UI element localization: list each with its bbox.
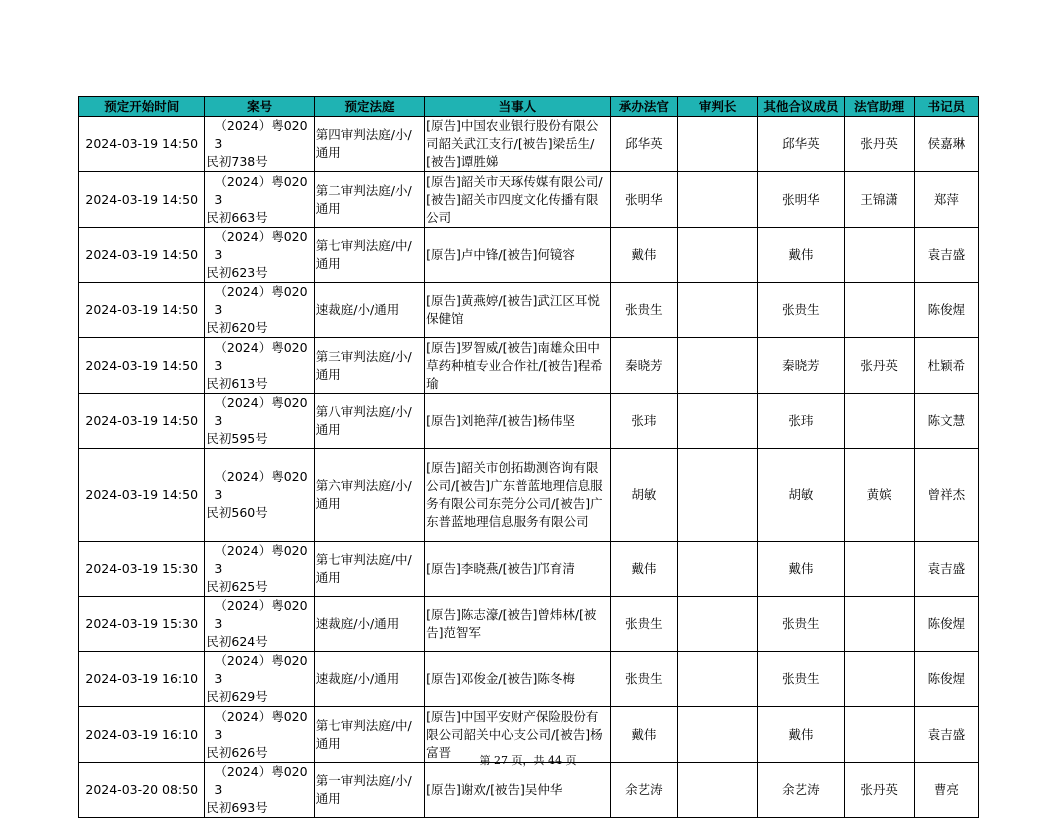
case-number-prefix: （2024）粤0203	[214, 395, 308, 428]
cell-case-number	[205, 763, 314, 818]
cell-clerk: 陈俊煋	[914, 597, 978, 652]
cell-presiding-judge: 张贵生	[610, 597, 677, 652]
cell-case-number	[205, 652, 314, 707]
hearing-schedule-table	[78, 96, 979, 818]
case-number-suffix: 民初623号	[206, 265, 268, 280]
cell-time: 2024-03-19 14:50	[79, 172, 205, 228]
case-number-suffix: 民初595号	[206, 431, 268, 446]
case-number-suffix: 民初693号	[206, 800, 268, 815]
cell-presiding-judge: 余艺涛	[610, 763, 677, 818]
table-row	[79, 228, 979, 283]
cell-chief-judge	[677, 117, 757, 172]
cell-courtroom: 第八审判法庭/小/通用	[314, 394, 424, 449]
cell-panel-members: 胡敏	[758, 449, 844, 542]
cell-time: 2024-03-19 16:10	[79, 652, 205, 707]
table-row	[79, 283, 979, 338]
table-row	[79, 394, 979, 449]
header-clerk: 书记员	[914, 97, 978, 117]
cell-judge-assistant	[844, 394, 914, 449]
cell-chief-judge	[677, 542, 757, 597]
cell-judge-assistant: 王锦潇	[844, 172, 914, 228]
table-row	[79, 338, 979, 394]
cell-case-number	[205, 172, 314, 228]
cell-presiding-judge: 张玮	[610, 394, 677, 449]
table-row	[79, 449, 979, 542]
cell-clerk: 杜颖希	[914, 338, 978, 394]
cell-case-number	[205, 542, 314, 597]
case-number-prefix: （2024）粤0203	[214, 118, 308, 151]
case-number-suffix: 民初663号	[206, 209, 268, 225]
cell-parties: [原告]中国农业银行股份有限公司韶关武江支行/[被告]梁岳生/[被告]谭胜娣	[425, 117, 611, 172]
cell-judge-assistant	[844, 652, 914, 707]
cell-time: 2024-03-19 14:50	[79, 283, 205, 338]
header-start-time: 预定开始时间	[79, 97, 205, 117]
cell-clerk: 侯嘉琳	[914, 117, 978, 172]
cell-chief-judge	[677, 652, 757, 707]
cell-parties: [原告]邓俊金/[被告]陈冬梅	[425, 652, 611, 707]
case-number-suffix: 民初626号	[206, 744, 268, 760]
cell-chief-judge	[677, 172, 757, 228]
cell-panel-members: 余艺涛	[758, 763, 844, 818]
cell-judge-assistant: 张丹英	[844, 338, 914, 394]
cell-clerk: 陈俊煋	[914, 652, 978, 707]
cell-courtroom: 速裁庭/小/通用	[314, 652, 424, 707]
cell-panel-members: 秦晓芳	[758, 338, 844, 394]
case-number-suffix: 民初613号	[206, 375, 268, 391]
cell-presiding-judge: 秦晓芳	[610, 338, 677, 394]
case-number-suffix: 民初624号	[206, 634, 268, 649]
case-number-prefix: （2024）粤0203	[214, 284, 308, 317]
cell-presiding-judge: 张贵生	[610, 283, 677, 338]
table-row	[79, 597, 979, 652]
case-number-suffix: 民初629号	[206, 689, 268, 704]
case-number-prefix: （2024）粤0203	[214, 653, 308, 686]
cell-judge-assistant: 张丹英	[844, 117, 914, 172]
cell-panel-members: 张玮	[758, 394, 844, 449]
case-number-suffix: 民初738号	[206, 154, 268, 169]
table-row	[79, 117, 979, 172]
cell-presiding-judge: 胡敏	[610, 449, 677, 542]
table-row	[79, 542, 979, 597]
cell-time: 2024-03-19 14:50	[79, 228, 205, 283]
cell-case-number	[205, 117, 314, 172]
cell-panel-members: 戴伟	[758, 707, 844, 763]
cell-chief-judge	[677, 449, 757, 542]
header-case-number: 案号	[205, 97, 314, 117]
case-number-prefix: （2024）粤0203	[214, 598, 308, 631]
cell-presiding-judge: 戴伟	[610, 707, 677, 763]
case-number-prefix: （2024）粤0203	[214, 543, 308, 576]
cell-panel-members: 邱华英	[758, 117, 844, 172]
case-number-prefix: （2024）粤0203	[214, 708, 308, 742]
cell-time: 2024-03-19 14:50	[79, 449, 205, 542]
case-number-prefix: （2024）粤0203	[214, 469, 308, 502]
cell-clerk: 曹亮	[914, 763, 978, 818]
cell-courtroom: 速裁庭/小/通用	[314, 597, 424, 652]
cell-judge-assistant: 黄嫔	[844, 449, 914, 542]
cell-time: 2024-03-19 15:30	[79, 542, 205, 597]
table-row	[79, 652, 979, 707]
cell-panel-members: 戴伟	[758, 228, 844, 283]
cell-parties: [原告]中国平安财产保险股份有限公司韶关中心支公司/[被告]杨富晋	[425, 707, 611, 763]
header-parties: 当事人	[425, 97, 611, 117]
cell-courtroom: 第四审判法庭/小/通用	[314, 117, 424, 172]
page-number-footer: 第 27 页，共 44 页	[479, 754, 577, 767]
cell-presiding-judge: 张贵生	[610, 652, 677, 707]
cell-panel-members: 张明华	[758, 172, 844, 228]
cell-courtroom: 第七审判法庭/中/通用	[314, 228, 424, 283]
cell-chief-judge	[677, 228, 757, 283]
cell-courtroom: 第三审判法庭/小/通用	[314, 338, 424, 394]
cell-time: 2024-03-19 14:50	[79, 338, 205, 394]
cell-case-number	[205, 228, 314, 283]
cell-chief-judge	[677, 763, 757, 818]
cell-case-number	[205, 597, 314, 652]
case-number-prefix: （2024）粤0203	[214, 764, 308, 797]
cell-presiding-judge: 邱华英	[610, 117, 677, 172]
cell-parties: [原告]韶关市天琢传媒有限公司/[被告]韶关市四度文化传播有限公司	[425, 172, 611, 228]
cell-panel-members: 张贵生	[758, 283, 844, 338]
cell-judge-assistant	[844, 597, 914, 652]
cell-clerk: 陈文慧	[914, 394, 978, 449]
cell-time: 2024-03-20 08:50	[79, 763, 205, 818]
cell-courtroom: 第七审判法庭/中/通用	[314, 707, 424, 763]
case-number-suffix: 民初560号	[206, 505, 268, 520]
cell-parties: [原告]黄燕婷/[被告]武江区耳悦保健馆	[425, 283, 611, 338]
cell-parties: [原告]卢中锋/[被告]何镜容	[425, 228, 611, 283]
cell-presiding-judge: 戴伟	[610, 228, 677, 283]
cell-panel-members: 张贵生	[758, 597, 844, 652]
cell-parties: [原告]陈志濠/[被告]曾炜林/[被告]范智军	[425, 597, 611, 652]
header-judge-assistant: 法官助理	[844, 97, 914, 117]
cell-judge-assistant	[844, 542, 914, 597]
cell-case-number	[205, 394, 314, 449]
cell-panel-members: 张贵生	[758, 652, 844, 707]
cell-judge-assistant	[844, 228, 914, 283]
header-presiding-judge: 承办法官	[610, 97, 677, 117]
cell-clerk: 袁吉盛	[914, 707, 978, 763]
cell-clerk: 袁吉盛	[914, 542, 978, 597]
cell-case-number	[205, 449, 314, 542]
cell-judge-assistant: 张丹英	[844, 763, 914, 818]
cell-panel-members: 戴伟	[758, 542, 844, 597]
cell-chief-judge	[677, 394, 757, 449]
header-courtroom: 预定法庭	[314, 97, 424, 117]
cell-time: 2024-03-19 14:50	[79, 117, 205, 172]
cell-presiding-judge: 张明华	[610, 172, 677, 228]
cell-chief-judge	[677, 597, 757, 652]
header-panel-members: 其他合议成员	[758, 97, 844, 117]
case-number-prefix: （2024）粤0203	[214, 173, 308, 207]
cell-clerk: 郑萍	[914, 172, 978, 228]
cell-parties: [原告]谢欢/[被告]吴仲华	[425, 763, 611, 818]
case-number-suffix: 民初625号	[206, 579, 268, 594]
cell-clerk: 陈俊煋	[914, 283, 978, 338]
cell-time: 2024-03-19 15:30	[79, 597, 205, 652]
table-row	[79, 172, 979, 228]
case-number-prefix: （2024）粤0203	[214, 229, 308, 262]
cell-time: 2024-03-19 16:10	[79, 707, 205, 763]
cell-parties: [原告]韶关市创拓勘测咨询有限公司/[被告]广东普蓝地理信息服务有限公司东莞分公司/[被告]广东普蓝地理信息服务有限公司	[425, 449, 611, 542]
cell-courtroom: 第六审判法庭/小/通用	[314, 449, 424, 542]
case-number-prefix: （2024）粤0203	[214, 339, 308, 373]
cell-time: 2024-03-19 14:50	[79, 394, 205, 449]
cell-parties: [原告]李晓燕/[被告]邝育清	[425, 542, 611, 597]
cell-case-number	[205, 283, 314, 338]
cell-parties: [原告]罗智威/[被告]南雄众田中草药种植专业合作社/[被告]程希瑜	[425, 338, 611, 394]
table-row	[79, 763, 979, 818]
cell-chief-judge	[677, 283, 757, 338]
cell-parties: [原告]刘艳萍/[被告]杨伟坚	[425, 394, 611, 449]
table-header-row	[79, 97, 979, 117]
cell-presiding-judge: 戴伟	[610, 542, 677, 597]
cell-clerk: 曾祥杰	[914, 449, 978, 542]
case-number-suffix: 民初620号	[206, 320, 268, 335]
cell-courtroom: 第七审判法庭/中/通用	[314, 542, 424, 597]
cell-case-number	[205, 338, 314, 394]
cell-courtroom: 速裁庭/小/通用	[314, 283, 424, 338]
cell-courtroom: 第一审判法庭/小/通用	[314, 763, 424, 818]
header-chief-judge: 审判长	[677, 97, 757, 117]
cell-clerk: 袁吉盛	[914, 228, 978, 283]
cell-chief-judge	[677, 338, 757, 394]
cell-courtroom: 第二审判法庭/小/通用	[314, 172, 424, 228]
cell-judge-assistant	[844, 283, 914, 338]
